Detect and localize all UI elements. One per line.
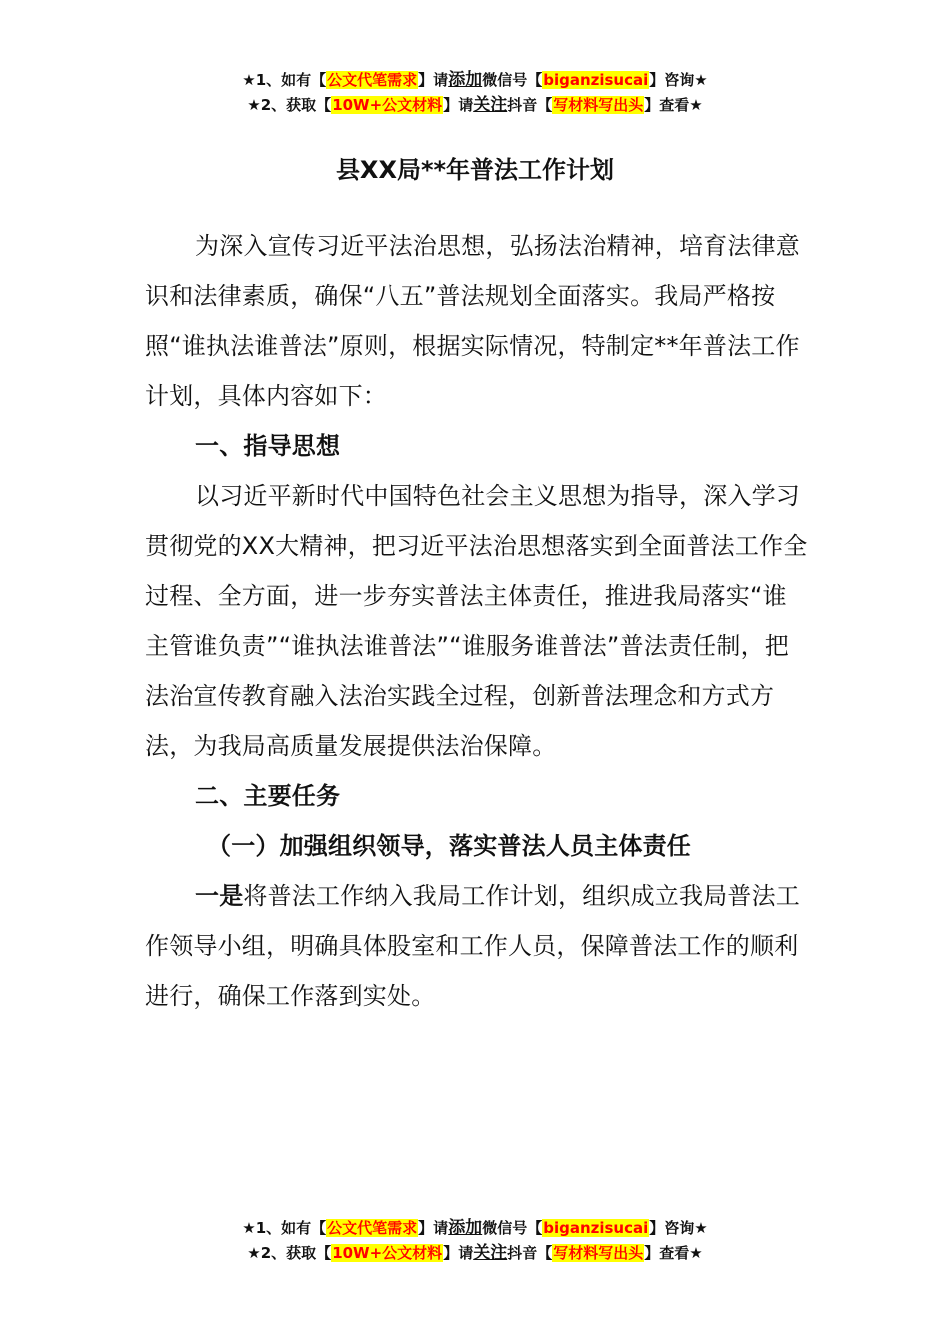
banner-highlight-douyin: 写材料写出头 — [553, 1244, 644, 1262]
banner-text: 】请 — [443, 96, 474, 114]
banner-highlight-wechat: biganzisucai — [543, 71, 649, 89]
banner-text: 】请 — [443, 1244, 474, 1262]
banner-highlight-service: 公文代笔需求 — [327, 71, 418, 89]
task-item-lead: 一是 — [195, 882, 244, 910]
banner-line-1 — [0, 1216, 950, 1241]
banner-text: 微信号【 — [482, 71, 543, 89]
banner-text: 】请 — [418, 1219, 449, 1237]
banner-line-1 — [0, 68, 950, 93]
banner-line-2 — [0, 93, 950, 118]
guiding-thought-paragraph: 以习近平新时代中国特色社会主义思想为指导，深入学习贯彻党的XX大精神，把习近平法治思想落实到全面普法工作全过程、全方面，进一步夯实普法主体责任，推进我局落实“谁主管谁负责”“谁执法谁普法”“谁服务谁普法”普法责任制，把法治宣传教育融入法治实践全过程，创新普法理念和方式方法，为我局高质量发展提供法治保障。 — [145, 482, 808, 760]
task-item-paragraph — [145, 871, 810, 1021]
banner-text: 抖音【 — [507, 96, 553, 114]
banner-text: ★2、获取【 — [247, 1244, 332, 1262]
banner-text: 】查看★ — [644, 1244, 703, 1262]
banner-highlight-service: 公文代笔需求 — [327, 1219, 418, 1237]
document-title: 县XX局**年普法工作计划 — [335, 156, 615, 184]
banner-emphasis: 添加 — [448, 1218, 483, 1238]
banner-line-2 — [0, 1241, 950, 1266]
banner-text: 】请 — [418, 71, 449, 89]
section-heading-main-tasks: 二、主要任务 — [195, 782, 341, 810]
banner-emphasis: 添加 — [448, 70, 483, 90]
banner-text: 抖音【 — [507, 1244, 553, 1262]
task-item-body: 将普法工作纳入我局工作计划，组织成立我局普法工作领导小组，明确具体股室和工作人员，保障普法工作的顺利进行，确保工作落到实处。 — [145, 882, 801, 1010]
section-heading-guiding-thought: 一、指导思想 — [195, 432, 341, 460]
banner-text: 】咨询★ — [649, 71, 708, 89]
banner-text: 】咨询★ — [649, 1219, 708, 1237]
footer-banner — [0, 1216, 950, 1266]
banner-emphasis: 关注 — [473, 95, 508, 115]
banner-highlight-materials: 10W+公文材料 — [332, 96, 443, 114]
banner-highlight-douyin: 写材料写出头 — [553, 96, 644, 114]
banner-highlight-materials: 10W+公文材料 — [332, 1244, 443, 1262]
banner-text: 】查看★ — [644, 96, 703, 114]
document-body — [145, 221, 810, 1021]
banner-text: ★2、获取【 — [247, 96, 332, 114]
banner-text: 微信号【 — [482, 1219, 543, 1237]
intro-paragraph: 为深入宣传习近平法治思想，弘扬法治精神，培育法律意识和法律素质，确保“八五”普法规划全面落实。我局严格按照“谁执法谁普法”原则，根据实际情况，特制定**年普法工作计划，具体内容如下： — [145, 232, 800, 410]
subsection-heading-organization: （一）加强组织领导，落实普法人员主体责任 — [207, 832, 691, 860]
banner-highlight-wechat: biganzisucai — [543, 1219, 649, 1237]
banner-text: ★1、如有【 — [242, 71, 327, 89]
banner-text: ★1、如有【 — [242, 1219, 327, 1237]
banner-emphasis: 关注 — [473, 1243, 508, 1263]
header-banner — [0, 68, 950, 118]
